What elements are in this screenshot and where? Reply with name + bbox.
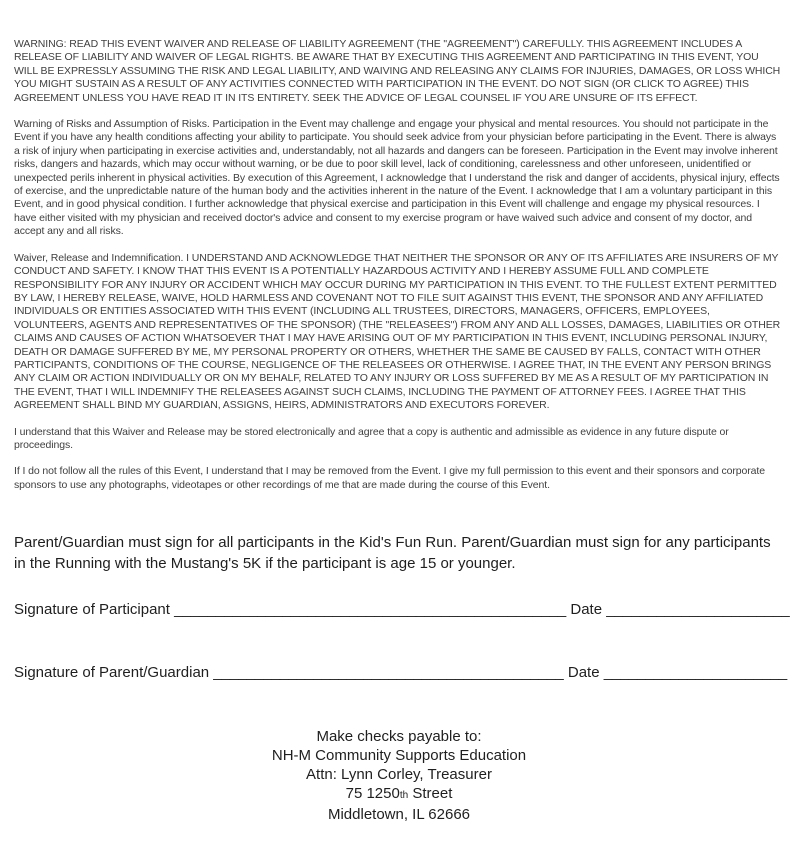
participant-date-label: Date: [570, 601, 603, 619]
parent-guardian-signature-label: Signature of Parent/Guardian: [14, 664, 210, 682]
parent-guardian-signature-row: [14, 664, 788, 682]
parent-guardian-notice: Parent/Guardian must sign for all participants in the Kid's Fun Run. Parent/Guardian must sign for any participants in the Running with the Mustang's 5K if the participant is age 15 or younger.: [14, 534, 771, 573]
risks-assumption-paragraph: Warning of Risks and Assumption of Risks. Participation in the Event may challenge and engage your physical and mental resources. You should not participate in the Event if you have any health conditions affecting your ability to participate. You should seek advice from your physician before participating in the Event. There is always a risk of injury when participating in exercise activities and, understandably, not all hazards and dangers can be foreseen. Participation in the Event may involve inherent risks, dangers and hazards, which may occur without warning, or be due to poor skill level, lack of conditioning, carelessness and other unforeseen, unidentified or unexpected perils inherent in physical activities. By execution of this Agreement, I acknowledge that I understand the risk and danger of accidents, physical injury, effects of exercise, and the unpredictable nature of the human body and the activities inherent in the nature of the Event. I acknowledge that I am a voluntary participant in this Event, and in good physical condition. I further acknowledge that physical exercise and participation in this Event will challenge and engage my physical resources. I have either visited with my physician and received doctor's advice and consent to my exercise program or have waived such advice and consent of my doctor, and accept any and all risks.: [14, 118, 780, 238]
parent-guardian-date-line: ______________________: [603, 664, 788, 682]
warning-paragraph: WARNING: READ THIS EVENT WAIVER AND RELEASE OF LIABILITY AGREEMENT (THE "AGREEMENT") CAREFULLY. THIS AGREEMENT INCLUDES A RELEASE OF LIABILITY AND WAIVER OF LEGAL RIGHTS. BE AWARE THAT BY EXECUTING THIS AGREEMENT AND PARTICIPATING IN THIS EVENT, YOU WILL BE EXPRESSLY ASSUMING THE RISK AND LEGAL LIABILITY, AND WAIVING AND RELEASING ANY CLAIMS FOR INJURIES, DAMAGES, OR LOSS WHICH YOU MIGHT SUSTAIN AS A RESULT OF ANY ACTIVITIES CONNECTED WITH PARTICIPATION IN THE EVENT. DO NOT SIGN (OR CLICK TO AGREE) THIS AGREEMENT UNLESS YOU HAVE READ IT IN ITS ENTIRETY. SEEK THE ADVICE OF LEGAL COUNSEL IF YOU ARE UNSURE OF ITS EFFECT.: [14, 38, 781, 104]
parent-guardian-date-label: Date: [567, 664, 600, 682]
street-number: 75 1250: [345, 785, 400, 803]
parent-guardian-signature-line: __________________________________________: [213, 664, 564, 682]
participant-signature-label: Signature of Participant: [14, 601, 170, 619]
city-state-zip-line: Middletown, IL 62666: [327, 806, 471, 824]
electronic-storage-paragraph: I understand that this Waiver and Release may be stored electronically and agree that a copy is authentic and admissible as evidence in any future dispute or proceedings.: [14, 425, 729, 451]
street-name: Street: [408, 785, 453, 803]
checks-payable-line: Make checks payable to:: [316, 728, 482, 746]
payment-instructions: [14, 727, 784, 824]
participant-signature-row: [14, 601, 790, 619]
participant-signature-line: _______________________________________________: [174, 601, 567, 619]
legal-text-section: [14, 38, 784, 492]
waiver-release-indemnification-paragraph: Waiver, Release and Indemnification. I UNDERSTAND AND ACKNOWLEDGE THAT NEITHER THE SPONSOR OR ANY OF ITS AFFILIATES ARE INSURERS OF MY CONDUCT AND SAFETY. I KNOW THAT THIS EVENT IS A POTENTIALLY HAZARDOUS ACTIVITY AND I HEREBY ASSUME FULL AND COMPLETE RESPONSIBILITY FOR ANY INJURY OR ACCIDENT WHICH MAY OCCUR DURING MY PARTICIPATION IN THIS EVENT. TO THE FULLEST EXTENT PERMITTED BY LAW, I HEREBY RELEASE, WAIVE, HOLD HARMLESS AND COVENANT NOT TO FILE SUIT AGAINST THIS EVENT, THE SPONSOR AND ANY AFFILIATED INDIVIDUALS OR ENTITIES ASSOCIATED WITH THIS EVENT (INCLUDING ALL TRUSTEES, DIRECTORS, MANAGERS, OFFICERS, EMPLOYEES, VOLUNTEERS, AGENTS AND REPRESENTATIVES OF THE SPONSOR) (THE "RELEASEES") FROM ANY AND ALL LOSSES, DAMAGES, LIABILITIES OR OTHER CLAIMS AND CAUSES OF ACTION WHATSOEVER THAT I MAY HAVE ARISING OUT OF MY PARTICIPATION IN THIS EVENT, INCLUDING PERSONAL INJURY, DEATH OR DAMAGE SUFFERED BY ME, MY PERSONAL PROPERTY OR OTHERS, WHETHER THE SAME BE CAUSED BY FALLS, CONTACT WITH OTHER PARTICIPANTS, CONDITIONS OF THE COURSE, NEGLIGENCE OF THE RELEASEES OR OTHERWISE. I AGREE THAT, IN THE EVENT ANY PERSON BRINGS ANY CLAIM OR ACTION INDIVIDUALLY OR ON MY BEHALF, RELATED TO ANY INJURY OR LOSS SUFFERED BY ME AS A RESULT OF MY PARTICIPATION IN THE EVENT, THAT I WILL INDEMNIFY THE RELEASEES AGAINST SUCH CLAIMS, INCLUDING THE PAYMENT OF ATTORNEY FEES. I AGREE THAT THIS AGREEMENT SHALL BIND MY GUARDIAN, ASSIGNS, HEIRS, ADMINISTRATORS AND EXECUTORS FOREVER.: [14, 251, 781, 412]
street-ordinal-suffix: th: [399, 790, 409, 802]
participant-date-line: ______________________: [606, 601, 790, 619]
attention-line: Attn: Lynn Corley, Treasurer: [306, 766, 492, 784]
payee-organization-line: NH-M Community Supports Education: [271, 747, 527, 765]
street-address-line: [14, 784, 784, 805]
rules-media-permission-paragraph: If I do not follow all the rules of this Event, I understand that I may be removed from the Event. I give my full permission to this event and their sponsors and corporate sponsors to use any photographs, videotapes or other recordings of me that are made during the course of this Event.: [14, 465, 765, 491]
